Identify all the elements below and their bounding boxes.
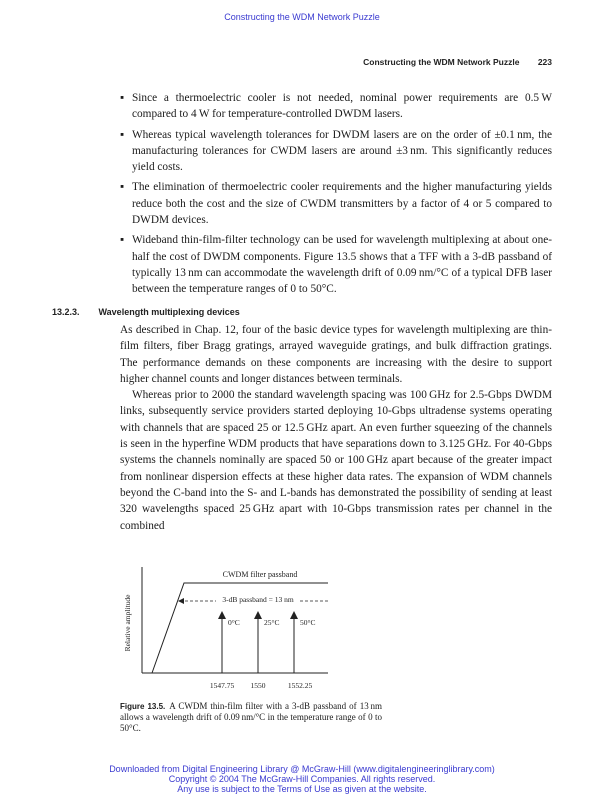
section-title: Wavelength multiplexing devices <box>98 307 240 317</box>
page-number: 223 <box>537 57 552 67</box>
paragraph: As described in Chap. 12, four of the basic device types for wavelength multiplexing are thin-film filters, fiber Bragg gratings, arrayed waveguide gratings, and bulk diffraction gratings. The performance demands on these components are increasing with the desire to support higher channel counts and longer distances between terminals. <box>120 324 552 385</box>
top-source-link[interactable]: Constructing the WDM Network Puzzle <box>224 12 380 22</box>
bullet-text: Whereas typical wavelength tolerances for DWDM lasers are on the order of ±0.1 nm, the manufacturing tolerances for CWDM lasers are around ±3 nm. This significantly reduces yield costs. <box>132 128 552 174</box>
caption-text: A CWDM thin-film filter with a 3-dB passband of 13 nm allows a wavelength drift of 0.09 nm/°C in the temperature range of 0 to 50°C. <box>120 701 382 733</box>
footer-terms[interactable]: Any use is subject to the Terms of Use as given at the website. <box>177 784 427 794</box>
passband-label: 3-dB passband = 13 nm <box>222 595 294 604</box>
y-axis-label: Relative amplitude <box>123 594 132 652</box>
section-number: 13.2.3. <box>52 307 80 317</box>
bullet-text: The elimination of thermoelectric cooler requirements and the higher manufacturing yields reduce both the cost and the size of CWDM transmitters by a factor of 4 or 5 compared to DWDM devices. <box>132 181 552 227</box>
laser-arrowhead-50c <box>290 611 298 619</box>
paragraph: Whereas prior to 2000 the standard wavelength spacing was 100 GHz for 2.5-Gbps DWDM links, subsequently service providers started deploying 10-Gbps ultradense systems operating with channels that are spaced 25 or 12.5 GHz apart. An even further squeezing of the channels is seen in the hyperfine WDM products that have separations down to 3.125 GHz. For 40-Gbps systems the channels nominally are spaced 50 or 100 GHz apart because of the greater impact from nonlinear dispersion effects at these higher data rates. The expansion of WDM channels beyond the C-band into the S- and L-bands has demonstrated the possibility of sending at least 320 wavelengths spaced 25 GHz apart with 10-Gbps transmission rates per channel in the combined <box>120 389 552 532</box>
footer-copyright[interactable]: Copyright © 2004 The McGraw-Hill Companies. All rights reserved. <box>168 774 436 784</box>
passband-figure <box>118 565 328 695</box>
temp-label-25c: 25°C <box>264 618 280 627</box>
running-title: Constructing the WDM Network Puzzle <box>363 57 520 67</box>
x-tick-label: 1552.25 <box>287 681 313 690</box>
bullet-marker: ▪ <box>120 234 125 247</box>
bullet-item <box>120 179 552 228</box>
bullet-marker: ▪ <box>120 128 125 141</box>
x-tick-label: 1550 <box>250 681 266 690</box>
bullet-text: Since a thermoelectric cooler is not needed, nominal power requirements are 0.5 W compared to 4 W for temperature-controlled DWDM lasers. <box>132 92 552 121</box>
body-text <box>120 322 552 534</box>
figure-caption <box>120 701 382 734</box>
temp-label-50c: 50°C <box>300 618 316 627</box>
caption-label: Figure 13.5. <box>120 702 166 711</box>
running-head <box>363 57 552 67</box>
bullet-item <box>120 127 552 176</box>
bullet-item <box>120 232 552 297</box>
bullet-text: Wideband thin-film-filter technology can be used for wavelength multiplexing at about one-half the cost of DWDM components. Figure 13.5 shows that a TFF with a 3-dB passband of typically 13 nm can accommodate the wavelength drift of 0.09 nm/°C of a typical DFB laser between the temperature ranges of 0 to 50°C. <box>132 234 552 296</box>
temp-label-0c: 0°C <box>228 618 240 627</box>
passband-arrow-left-head <box>178 598 184 604</box>
bullet-item <box>120 90 552 123</box>
figure-title: CWDM filter passband <box>222 570 298 579</box>
x-tick-label: 1547.75 <box>209 681 235 690</box>
footer <box>0 764 604 794</box>
bullet-marker: ▪ <box>120 181 125 194</box>
laser-arrowhead-25c <box>254 611 262 619</box>
bullet-list <box>120 90 552 302</box>
footer-download-link[interactable]: Downloaded from Digital Engineering Library @ McGraw-Hill (www.digitalengineeringlibrary.com) <box>109 764 495 774</box>
bullet-marker: ▪ <box>120 92 125 104</box>
laser-arrowhead-0c <box>218 611 226 619</box>
section-heading <box>52 307 240 317</box>
